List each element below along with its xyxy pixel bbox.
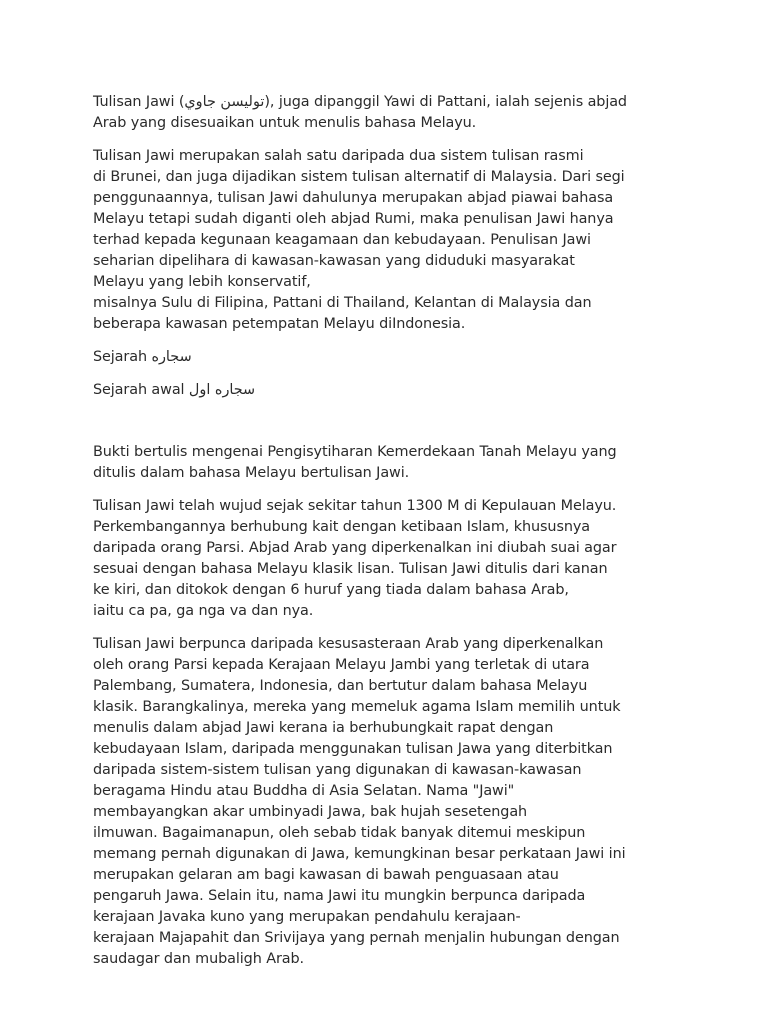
heading-sejarah-awal [93,380,693,401]
paragraph-line: merupakan gelaran am bagi kawasan di bawah penguasaan atau [93,867,559,883]
blank-space [93,413,693,442]
intro-line-2: Arab yang disesuaikan untuk menulis bahasa Melayu. [93,115,477,131]
paragraph-line: kerajaan Majapahit dan Srivijaya yang pernah menjalin hubungan dengan [93,930,620,946]
paragraph-line: ditulis dalam bahasa Melayu bertulisan Jawi. [93,465,410,481]
paragraph-evidence [93,442,693,484]
heading-sejarah-arabic: سجاره [151,349,192,365]
paragraph-line: beberapa kawasan petempatan Melayu diIndonesia. [93,316,466,332]
paragraph-line: Bukti bertulis mengenai Pengisytiharan Kemerdekaan Tanah Melayu yang [93,444,617,460]
intro-text-before: Tulisan Jawi ( [93,94,185,110]
paragraph-line: membayangkan akar umbinyadi Jawa, bak hujah sesetengah [93,804,528,820]
intro-text-after: ), juga dipanggil Yawi di Pattani, ialah sejenis abjad [264,94,627,110]
paragraph-line: penggunaannya, tulisan Jawi dahulunya merupakan abjad piawai bahasa [93,190,614,206]
paragraph-line: Palembang, Sumatera, Indonesia, dan bertutur dalam bahasa Melayu [93,678,588,694]
paragraph-line: Tulisan Jawi telah wujud sejak sekitar tahun 1300 M di Kepulauan Melayu. [93,498,617,514]
paragraph-line: iaitu ca pa, ga nga va dan nya. [93,603,314,619]
document-page [93,92,693,982]
paragraph-line: pengaruh Jawa. Selain itu, nama Jawi itu mungkin berpunca daripada [93,888,586,904]
paragraph-line: Melayu yang lebih konservatif, [93,274,311,290]
paragraph-line: Melayu tetapi sudah diganti oleh abjad Rumi, maka penulisan Jawi hanya [93,211,614,227]
intro-paragraph [93,92,693,134]
paragraph-line: daripada sistem-sistem tulisan yang digunakan di kawasan-kawasan [93,762,582,778]
paragraph-line: kerajaan Javaka kuno yang merupakan pendahulu kerajaan- [93,909,521,925]
paragraph-line: seharian dipelihara di kawasan-kawasan yang diduduki masyarakat [93,253,575,269]
paragraph-line: kebudayaan Islam, daripada menggunakan tulisan Jawa yang diterbitkan [93,741,613,757]
paragraph-line: sesuai dengan bahasa Melayu klasik lisan. Tulisan Jawi ditulis dari kanan [93,561,608,577]
paragraph-history [93,634,693,970]
paragraph-line: misalnya Sulu di Filipina, Pattani di Thailand, Kelantan di Malaysia dan [93,295,592,311]
paragraph-line: di Brunei, dan juga dijadikan sistem tulisan alternatif di Malaysia. Dari segi [93,169,625,185]
intro-line-1 [93,92,693,113]
paragraph-line: ke kiri, dan ditokok dengan 6 huruf yang tiada dalam bahasa Arab, [93,582,569,598]
paragraph-line: terhad kepada kegunaan keagamaan dan kebudayaan. Penulisan Jawi [93,232,591,248]
paragraph-line: oleh orang Parsi kepada Kerajaan Melayu Jambi yang terletak di utara [93,657,590,673]
heading-sejarah-latin: Sejarah [93,349,152,365]
paragraph-line: klasik. Barangkalinya, mereka yang memeluk agama Islam memilih untuk [93,699,621,715]
heading-sejarah [93,347,693,368]
paragraph-line: beragama Hindu atau Buddha di Asia Selatan. Nama "Jawi" [93,783,515,799]
heading-sejarah-awal-arabic: سجاره اول [188,382,256,398]
paragraph-line: memang pernah digunakan di Jawa, kemungkinan besar perkataan Jawi ini [93,846,626,862]
paragraph-line: Perkembangannya berhubung kait dengan ketibaan Islam, khususnya [93,519,591,535]
paragraph-line: Tulisan Jawi merupakan salah satu daripada dua sistem tulisan rasmi [93,148,584,164]
paragraph-line: daripada orang Parsi. Abjad Arab yang diperkenalkan ini diubah suai agar [93,540,617,556]
heading-sejarah-awal-latin: Sejarah awal [93,382,189,398]
intro-arabic-text: توليسن جاوي [184,94,265,110]
paragraph-line: Tulisan Jawi berpunca daripada kesusasteraan Arab yang diperkenalkan [93,636,604,652]
paragraph-origin [93,496,693,622]
paragraph-line: menulis dalam abjad Jawi kerana ia berhubungkait rapat dengan [93,720,554,736]
paragraph-official-script [93,146,693,335]
paragraph-line: ilmuwan. Bagaimanapun, oleh sebab tidak banyak ditemui meskipun [93,825,586,841]
paragraph-line: saudagar dan mubaligh Arab. [93,951,304,967]
